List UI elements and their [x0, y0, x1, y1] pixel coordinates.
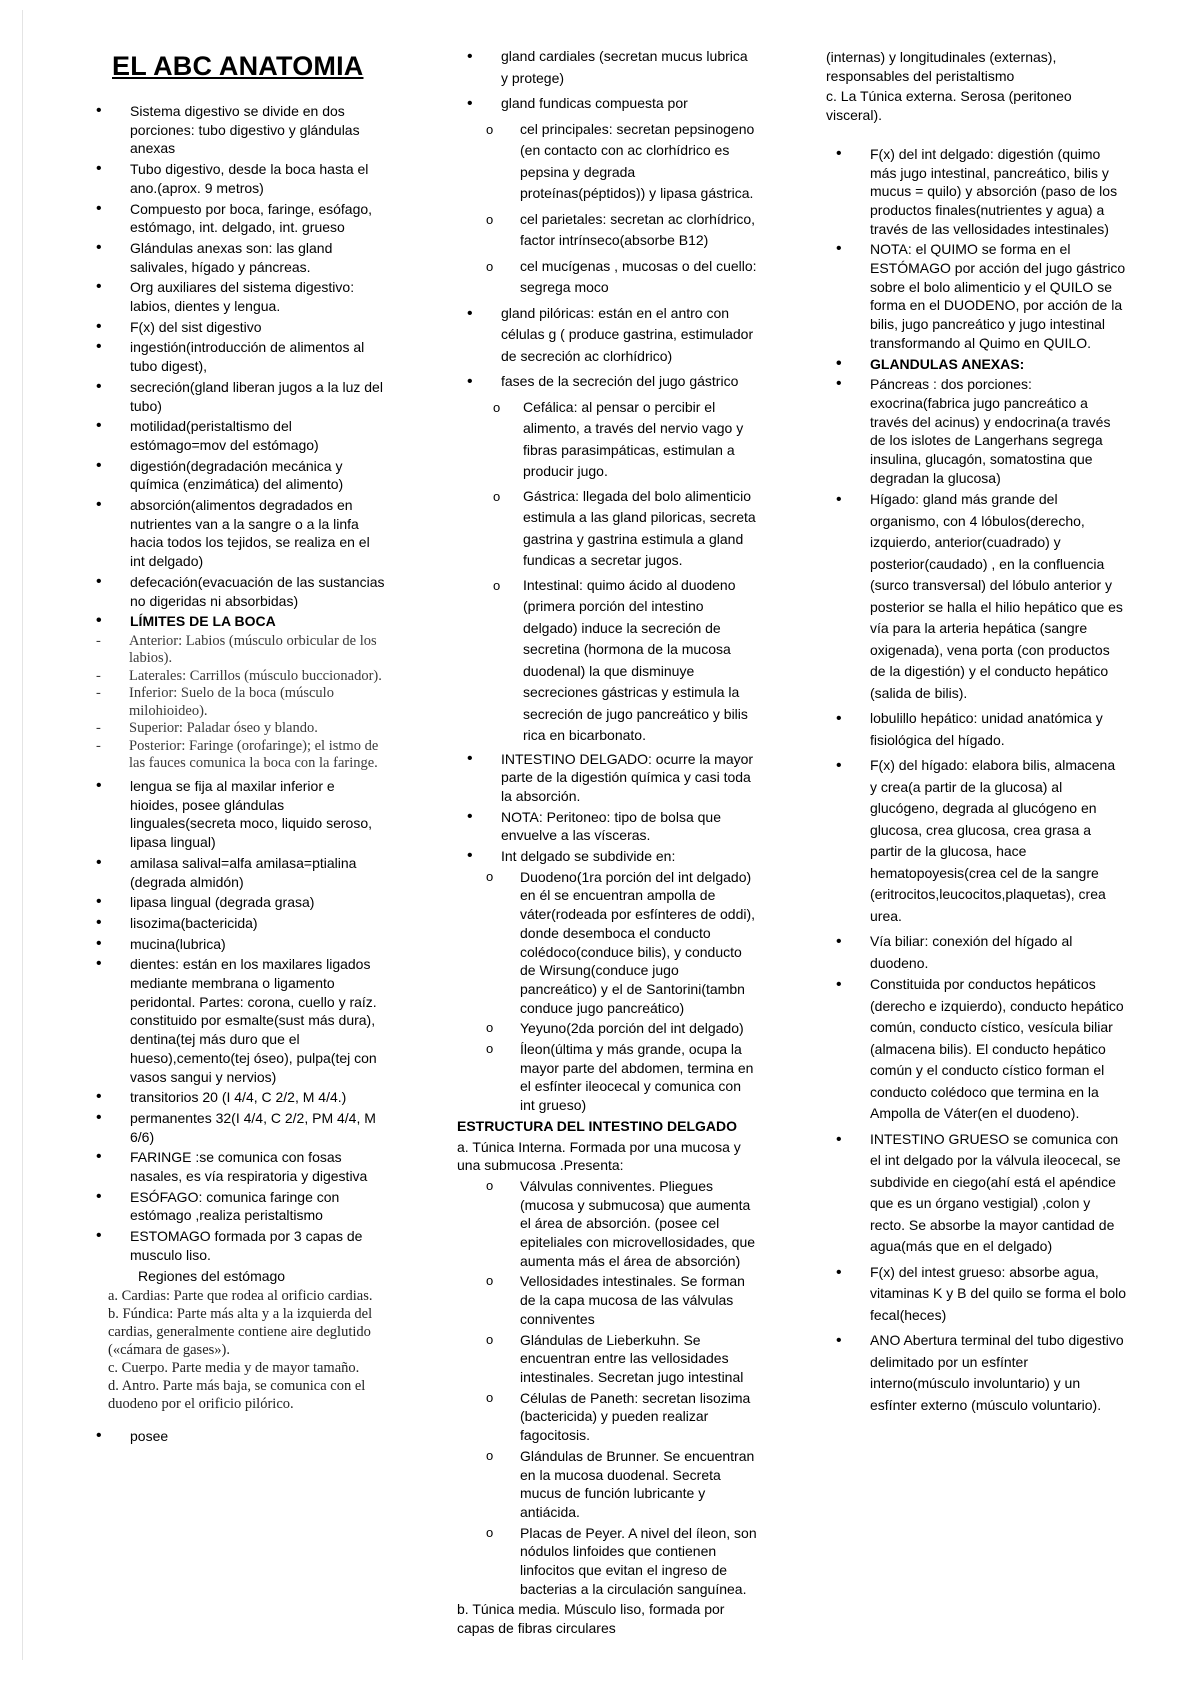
list-item: • ESÓFAGO: comunica faringe con estómago ,realiza peristaltismo — [86, 1188, 386, 1225]
list-item: • defecación(evacuación de las sustancias no digeridas ni absorbidas) — [86, 573, 386, 610]
dash-item: - Superior: Paladar óseo y blando. — [90, 720, 386, 738]
sub-item: o Glándulas de Brunner. Se encuentran en la mucosa duodenal. Secreta mucus de función lubricante y antiácida. — [480, 1447, 757, 1522]
dash-item: - Laterales: Carrillos (músculo buccionador). — [90, 668, 386, 686]
list-item: • lipasa lingual (degrada grasa) — [86, 893, 386, 912]
list-item: • Int delgado se subdivide en: — [457, 847, 757, 866]
paragraph: a. Cardias: Parte que rodea al orificio cardias. — [108, 1288, 373, 1305]
list-item: • permanentes 32(I 4/4, C 2/2, PM 4/4, M 6/6) — [86, 1109, 386, 1146]
sub-item: o cel principales: secretan pepsinogeno (en contacto con ac clorhídrico es pepsina y degrada proteínas(péptidos)) y lipasa gástrica. — [480, 119, 757, 205]
list-item: • dientes: están en los maxilares ligados mediante membrana o ligamento peridontal. Partes: corona, cuello y raíz. constituido por esmalte(sust más dura), dentina(tej más duro que el hueso),cemento(tej óseo), pulpa(tej con vasos sangui y nervios) — [86, 955, 386, 1086]
column-right — [826, 48, 1126, 1420]
section-heading: • LÍMITES DE LA BOCA — [86, 612, 386, 631]
sub-item: o Intestinal: quimo ácido al duodeno (primera porción del intestino delgado) induce la secreción de secretina (hormona de la mucosa duodenal) la que disminuye secreciones gástricas y estimula la secreción de jugo pancreático y bilis rica en bicarbonato. — [493, 575, 757, 747]
list-item: • gland fundicas compuesta por — [457, 93, 757, 115]
sub-item: o Células de Paneth: secretan lisozima (bactericida) y pueden realizar fagocitosis. — [480, 1389, 757, 1445]
sub-item: o cel parietales: secretan ac clorhídrico, factor intrínseco(absorbe B12) — [480, 209, 757, 252]
subheading: Regiones del estómago — [138, 1267, 286, 1284]
list-item: • Compuesto por boca, faringe, esófago, estómago, int. delgado, int. grueso — [86, 200, 386, 237]
list-item: • digestión(degradación mecánica y química (enzimática) del alimento) — [86, 457, 386, 494]
list-item: • mucina(lubrica) — [86, 935, 386, 954]
list-item: • INTESTINO GRUESO se comunica con el int delgado por la válvula ileocecal, se subdivide en ciego(ahí está el apéndice que es un órgano vestigial) ,colon y recto. Se absorbe la mayor cantidad de agua(más que en el delgado) — [826, 1129, 1126, 1258]
sub-item: o Duodeno(1ra porción del int delgado) en él se encuentran ampolla de váter(rodeada por esfínteres de oddi), donde desemboca el conducto colédoco(conduce bilis), y conducto de Wirsung(conduce jugo pancreático) y el de Santorini(tambn conduce jugo pancreático) — [480, 868, 757, 1018]
list-item: • transitorios 20 (I 4/4, C 2/2, M 4/4.) — [86, 1088, 386, 1107]
list-item: • ESTOMAGO formada por 3 capas de musculo liso. — [86, 1227, 386, 1264]
list-item: • lobulillo hepático: unidad anatómica y fisiológica del hígado. — [826, 708, 1126, 751]
list-item: • motilidad(peristaltismo del estómago=mov del estómago) — [86, 417, 386, 454]
section-heading: • GLANDULAS ANEXAS: — [826, 355, 1126, 374]
list-item: • Páncreas : dos porciones: exocrina(fabrica jugo pancreático a través del acinus) y endocrina(a través de los islotes de Langerhans segrega insulina, glucagón, somatostina que degradan la glucosa) — [826, 375, 1126, 487]
list-item: • gland pilóricas: están en el antro con células g ( produce gastrina, estimulador de secreción ac clorhídrico) — [457, 303, 757, 368]
dash-item: - Inferior: Suelo de la boca (músculo milohioideo). — [90, 685, 386, 720]
section-heading: ESTRUCTURA DEL INTESTINO DELGADO — [457, 1117, 738, 1134]
list-item: • gland cardiales (secretan mucus lubrica y protege) — [457, 46, 757, 89]
list-item: • NOTA: Peritoneo: tipo de bolsa que envuelve a las vísceras. — [457, 808, 757, 845]
list-item: • lisozima(bactericida) — [86, 914, 386, 933]
sub-item: o Glándulas de Lieberkuhn. Se encuentran entre las vellosidades intestinales. Secretan jugo intestinal — [480, 1331, 757, 1387]
document-title: EL ABC ANATOMIA — [112, 51, 364, 81]
list-item: • Tubo digestivo, desde la boca hasta el ano.(aprox. 9 metros) — [86, 160, 386, 197]
list-item: • Hígado: gland más grande del organismo, con 4 lóbulos(derecho, izquierdo, anterior(cuadrado) y posterior(caudado) , en la confluencia (surco transversal) del lóbulo anterior y posterior se halla el hilio hepático que es vía para la arteria hepática (sangre oxigenada), vena porta (con productos de la digestión) y el conducto hepático (salida de bilis). — [826, 489, 1126, 704]
list-item: • F(x) del int delgado: digestión (quimo más jugo intestinal, pancreático, bilis y mucus = quilo) y absorción (paso de los productos finales(nutrientes y agua) a través de las vellosidades intestinales) — [826, 145, 1126, 239]
sub-item: o Cefálica: al pensar o percibir el alimento, a través del nervio vago y fibras parasimpáticas, estimulan a producir jugo. — [493, 397, 757, 483]
sub-item: o Gástrica: llegada del bolo alimenticio estimula a las gland piloricas, secreta gastrina y gastrina estimula a gland fundicas a secretar jugos. — [493, 486, 757, 572]
sub-item: o Válvulas conniventes. Pliegues (mucosa y submucosa) que aumenta el área de absorción. (posee cel epiteliales con microvellosidades, que aumenta más el área de absorción) — [480, 1177, 757, 1271]
paragraph: b. Túnica media. Músculo liso, formada por capas de fibras circulares — [457, 1601, 725, 1637]
list-item: • F(x) del intest grueso: absorbe agua, vitaminas K y B del quilo se forma el bolo fecal(heces) — [826, 1262, 1126, 1327]
list-item: • Vía biliar: conexión del hígado al duodeno. — [826, 931, 1126, 974]
paragraph: c. Cuerpo. Parte media y de mayor tamaño. — [108, 1360, 360, 1377]
list-item: • Org auxiliares del sistema digestivo: labios, dientes y lengua. — [86, 278, 386, 315]
list-item: • ingestión(introducción de alimentos al tubo digest), — [86, 338, 386, 375]
list-item: • Glándulas anexas son: las gland salivales, hígado y páncreas. — [86, 239, 386, 276]
paragraph: • Constituida por conductos hepáticos (derecho e izquierdo), conducto hepático común, conducto cístico, vesícula biliar (almacena bilis). El conducto hepático común y el conducto cístico forman el conducto colédoco que termina en la Ampolla de Váter(en el duodeno). — [826, 974, 1126, 1125]
paragraph: d. Antro. Parte más baja, se comunica con el duodeno por el orificio pilórico. — [108, 1378, 366, 1413]
dash-item: - Anterior: Labios (músculo orbicular de los labios). — [90, 633, 386, 668]
dash-item: - Posterior: Faringe (orofaringe); el istmo de las fauces comunica la boca con la faringe. — [90, 738, 386, 773]
list-item: • F(x) del hígado: elabora bilis, almacena y crea(a partir de la glucosa) al glucógeno, degrada al glucógeno en glucosa, crea glucosa, crea grasa a partir de la glucosa, hace hematopoyesis(crea cel de la sangre (eritrocitos,leucocitos,plaquetas), crea urea. — [826, 755, 1126, 927]
paragraph: b. Fúndica: Parte más alta y a la izquierda del cardias, generalmente contiene aire deglutido («cámara de gases»). — [108, 1306, 373, 1359]
list-item: • absorción(alimentos degradados en nutrientes van a la sangre o a la linfa hacia todos los tejidos, se realiza en el int delgado) — [86, 496, 386, 571]
sub-item: o Vellosidades intestinales. Se forman de la capa mucosa de las válvulas conniventes — [480, 1272, 757, 1328]
column-left — [86, 46, 386, 1448]
list-item: • INTESTINO DELGADO: ocurre la mayor parte de la digestión química y casi toda la absorción. — [457, 750, 757, 806]
list-item: • posee — [86, 1427, 386, 1446]
list-item: • secreción(gland liberan jugos a la luz del tubo) — [86, 378, 386, 415]
list-item: • NOTA: el QUIMO se forma en el ESTÓMAGO por acción del jugo gástrico sobre el bolo alimenticio y el QUILO se forma en el DUODENO, por acción de la bilis, jugo pancreático y jugo intestinal transformando al Quimo en QUILO. — [826, 240, 1126, 352]
paragraph: a. Túnica Interna. Formada por una mucosa y una submucosa .Presenta: — [457, 1138, 741, 1174]
list-item: • lengua se fija al maxilar inferior e hioides, posee glándulas linguales(secreta moco, liquido seroso, lipasa lingual) — [86, 777, 386, 852]
sub-item: o Íleon(última y más grande, ocupa la mayor parte del abdomen, termina en el esfínter ileocecal y comunica con int grueso) — [480, 1040, 757, 1115]
paragraph: c. La Túnica externa. Serosa (peritoneo visceral). — [826, 88, 1072, 124]
list-item: • F(x) del sist digestivo — [86, 318, 386, 337]
list-item: • FARINGE :se comunica con fosas nasales, es vía respiratoria y digestiva — [86, 1148, 386, 1185]
sub-item: o Placas de Peyer. A nivel del íleon, son nódulos linfoides que contienen linfocitos que evitan el ingreso de bacterias a la circulación sanguínea. — [480, 1524, 757, 1599]
list-item: • amilasa salival=alfa amilasa=ptialina (degrada almidón) — [86, 854, 386, 891]
sub-item: o Yeyuno(2da porción del int delgado) — [480, 1019, 757, 1038]
column-middle — [457, 46, 757, 1640]
list-item: • ANO Abertura terminal del tubo digestivo delimitado por un esfínter interno(músculo involuntario) y un esfínter externo (músculo voluntario). — [826, 1330, 1126, 1416]
list-item: • Sistema digestivo se divide en dos porciones: tubo digestivo y glándulas anexas — [86, 102, 386, 158]
paragraph: (internas) y longitudinales (externas), responsables del peristaltismo — [826, 49, 1057, 84]
sub-item: o cel mucígenas , mucosas o del cuello: segrega moco — [480, 256, 757, 299]
list-item: • fases de la secreción del jugo gástrico — [457, 371, 757, 393]
page-edge-line — [22, 10, 23, 1660]
